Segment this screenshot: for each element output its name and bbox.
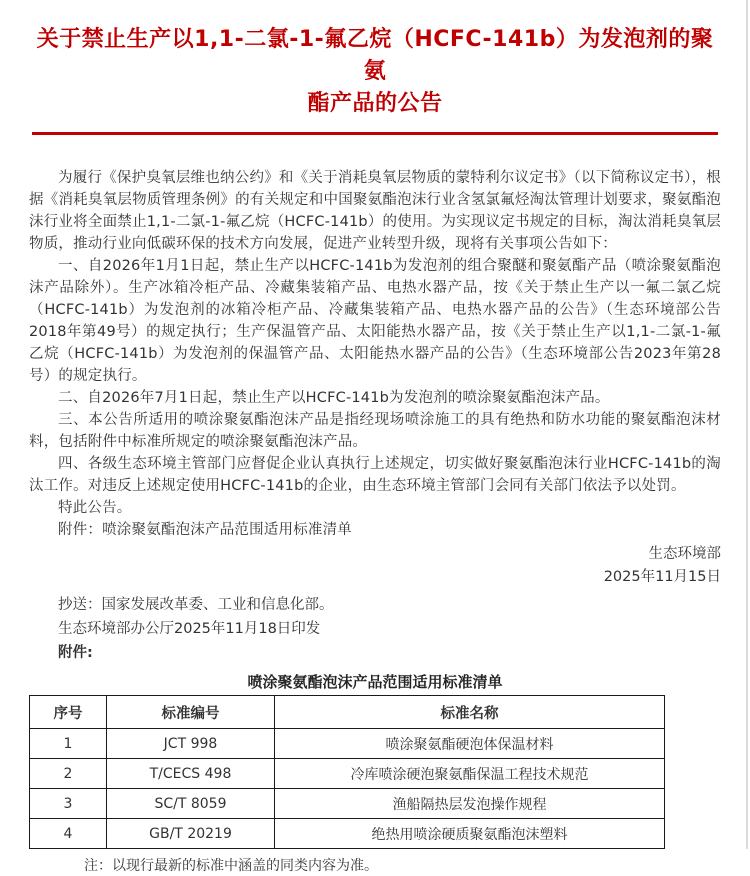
table-row [30, 729, 665, 759]
page-right-border [746, 0, 748, 849]
column-header-standard-name: 标准名称 [275, 696, 665, 729]
cc-line: 抄送：国家发展改革委、工业和信息化部。 [58, 597, 334, 613]
issuer-name: 生态环境部 [648, 546, 721, 562]
cell-standard-name: 冷库喷涂硬泡聚氨酯保温工程技术规范 [275, 759, 665, 789]
cell-standard-code: SC/T 8059 [107, 789, 275, 819]
cell-standard-code: GB/T 20219 [107, 819, 275, 849]
closing-line: 特此公告。 [58, 500, 132, 516]
cell-standard-name: 渔船隔热层发泡操作规程 [275, 789, 665, 819]
column-header-index: 序号 [30, 696, 107, 729]
cell-index: 1 [30, 729, 107, 759]
issuance-line: 生态环境部办公厅2025年11月18日印发 [58, 621, 321, 637]
table-footnote: 注：以现行最新的标准中涵盖的同类内容为准。 [84, 858, 378, 874]
cell-standard-code: T/CECS 498 [107, 759, 275, 789]
table-row [30, 759, 665, 789]
cc-block [29, 593, 721, 665]
signature-block [29, 543, 721, 589]
table-row [30, 789, 665, 819]
paragraph-item-2: 二、自2026年7月1日起，禁止生产以HCFC-141b为发泡剂的喷涂聚氨酯泡沫产品。 [58, 390, 610, 406]
attachment-reference-line: 附件：喷涂聚氨酯泡沫产品范围适用标准清单 [58, 522, 352, 538]
standards-table-title: 喷涂聚氨酯泡沫产品范围适用标准清单 [247, 673, 503, 691]
cell-index: 3 [30, 789, 107, 819]
issue-date: 2025年11月15日 [603, 569, 721, 585]
table-row [30, 819, 665, 849]
column-header-standard-code: 标准编号 [107, 696, 275, 729]
page-title-line-1: 关于禁止生产以1,1-二氯-1-氟乙烷（HCFC-141b）为发泡剂的聚氨 [36, 27, 714, 84]
cell-standard-name: 喷涂聚氨酯硬泡体保温材料 [275, 729, 665, 759]
cell-index: 2 [30, 759, 107, 789]
cell-standard-name: 绝热用喷涂硬质聚氨酯泡沫塑料 [275, 819, 665, 849]
paragraph-item-1: 一、自2026年1月1日起，禁止生产以HCFC-141b为发泡剂的组合聚醚和聚氨酯产品（喷涂聚氨酯泡沫产品除外）。生产冰箱冷柜产品、冷藏集装箱产品、电热水器产品，按《关于禁止生产以一氟二氯乙烷（HCFC-141b）为发泡剂的冰箱冷柜产品、冷藏集装箱产品、电热水器产品的公告》（生态环境部公告2018年第49号）的规定执行；生产保温管产品、太阳能热水器产品，按《关于禁止生产以1,1-二氯-1-氟乙烷（HCFC-141b）为发泡剂的保温管产品、太阳能热水器产品的公告》（生态环境部公告2023年第28号）的规定执行。 [29, 258, 721, 384]
paragraph-item-4: 四、各级生态环境主管部门应督促企业认真执行上述规定，切实做好聚氨酯泡沫行业HCFC-141b的淘汰工作。对违反上述规定使用HCFC-141b的企业，由生态环境主管部门会同有关部门依法予以处罚。 [29, 456, 721, 494]
cell-index: 4 [30, 819, 107, 849]
cell-standard-code: JCT 998 [107, 729, 275, 759]
paragraph-preamble: 为履行《保护臭氧层维也纳公约》和《关于消耗臭氧层物质的蒙特利尔议定书》（以下简称议定书），根据《消耗臭氧层物质管理条例》的有关规定和中国聚氨酯泡沫行业含氢氯氟烃淘汰管理计划要求，聚氨酯泡沫行业将全面禁止1,1-二氯-1-氟乙烷（HCFC-141b）的使用。为实现议定书规定的目标，淘汰消耗臭氧层物质，推动行业向低碳环保的技术方向发展，促进产业转型升级，现将有关事项公告如下： [29, 170, 721, 252]
table-header-row [30, 696, 665, 729]
attachment-label: 附件: [58, 645, 93, 661]
paragraph-item-3: 三、本公告所适用的喷涂聚氨酯泡沫产品是指经现场喷涂施工的具有绝热和防水功能的聚氨酯泡沫材料，包括附件中标准所规定的喷涂聚氨酯泡沫产品。 [29, 412, 721, 450]
title-divider-rule [32, 132, 718, 135]
announcement-body [29, 167, 721, 541]
standards-table [29, 695, 665, 849]
page-title-line-2: 酯产品的公告 [307, 91, 443, 116]
page-title [29, 24, 721, 120]
